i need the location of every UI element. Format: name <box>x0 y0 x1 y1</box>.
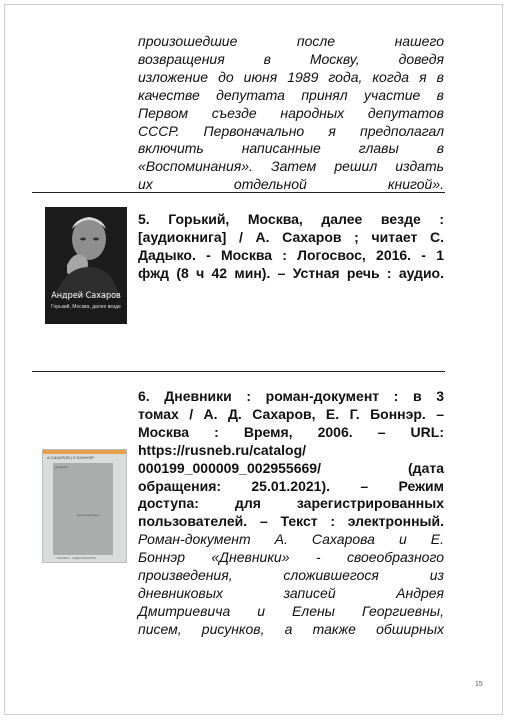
text-line: 5. Горький, Москва, далее везде : <box>138 211 444 227</box>
text-line: качестве депутата принял участие в <box>138 86 444 103</box>
cover-publisher: ПАМЯТЬ · ИЗДАТЕЛЬСТВО <box>57 556 96 560</box>
text-line: возвращения в Москву, доведя <box>138 50 444 67</box>
cover-top-author: А.САХАРОВ | Е.БОННЭР <box>47 455 94 460</box>
text-line: «Воспоминания». Затем решил издать <box>138 158 444 175</box>
text-line: Роман-документ А. Сахарова и Е. <box>138 531 444 548</box>
text-line: [аудиокнига] / А. Сахаров ; читает С. <box>138 228 444 245</box>
entry-6-annotation <box>138 531 444 638</box>
text-line: обращения: 25.01.2021). – Режим <box>138 477 444 494</box>
bibliography-entry-5 <box>138 211 444 283</box>
cover-top-band <box>43 450 126 454</box>
divider-line <box>32 192 445 193</box>
text-line: дневниковых записей Андрея <box>138 584 444 601</box>
text-line: фжд (8 ч 42 мин). – Устная речь : аудио. <box>138 264 444 281</box>
page-number: 15 <box>475 681 483 688</box>
cover-subtitle: Горький, Москва, далее везде <box>51 304 121 310</box>
cover-author-name: Андрей Сахаров <box>51 291 121 301</box>
text-line: https://rusneb.ru/catalog/ <box>138 441 307 458</box>
text-line: Москва : Время, 2006. – URL: <box>138 423 444 440</box>
text-line: 000199_000009_002955669/ (дата <box>138 459 444 476</box>
text-line: Боннэр «Дневники» - своеобразного <box>138 549 444 566</box>
text-line: изложение до июня 1989 года, когда я в <box>138 68 444 85</box>
audiobook-cover-image <box>45 207 127 324</box>
text-line: их отдельной книгой». <box>138 176 444 193</box>
text-line: включить написанные главы в <box>138 140 444 157</box>
text-line: Первом съезде народных депутатов <box>138 104 444 121</box>
continuation-paragraph <box>138 33 444 194</box>
diaries-book-cover-image <box>42 449 127 563</box>
text-line: произошедшие после нашего <box>138 33 444 49</box>
bibliography-entry-6 <box>138 388 444 639</box>
entry-6-citation <box>138 388 444 531</box>
document-page <box>4 4 503 715</box>
cover-panel-title: Дневники <box>55 465 69 469</box>
portrait-photo <box>45 207 127 297</box>
text-line: пользователей. – Текст : электронный. <box>138 513 444 530</box>
text-line: Дадыко. - Москва : Логосвос, 2016. - 1 <box>138 246 444 263</box>
text-line: произведения, сложившегося из <box>138 567 444 584</box>
cover-panel <box>53 463 113 555</box>
text-line: 6. Дневники : роман-документ : в 3 <box>138 388 444 404</box>
text-line: Дмитриевича и Елены Георгиевны, <box>138 602 444 619</box>
text-line: СССР. Первоначально я предполагал <box>138 122 444 139</box>
text-line: доступа: для зарегистрированных <box>138 495 444 512</box>
cover-panel-subtitle: роман-документ <box>77 513 100 517</box>
text-line: писем, рисунков, а также обширных <box>138 620 444 637</box>
divider-line <box>32 371 445 372</box>
text-line: томах / А. Д. Сахаров, Е. Г. Боннэр. – <box>138 405 444 422</box>
